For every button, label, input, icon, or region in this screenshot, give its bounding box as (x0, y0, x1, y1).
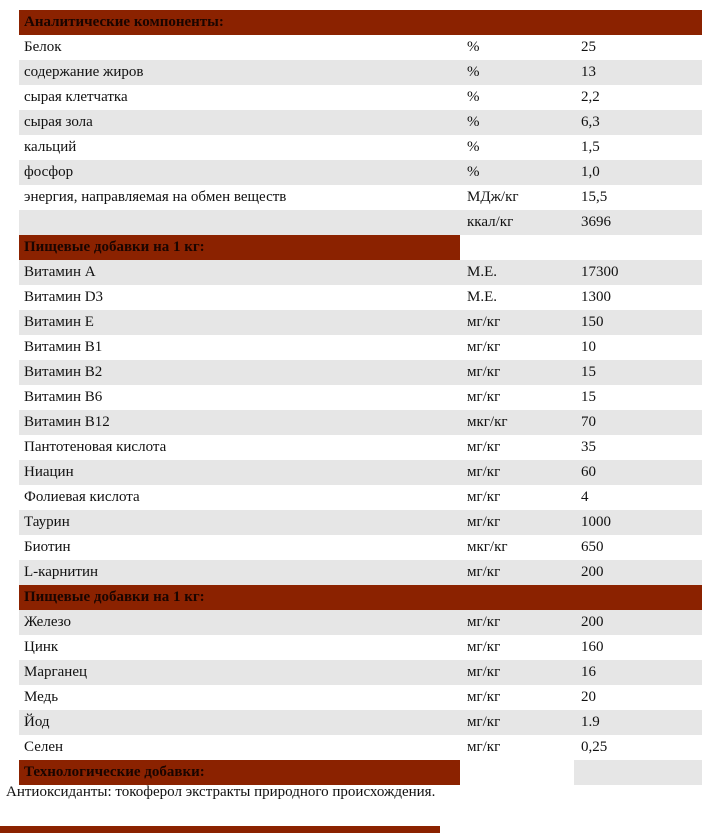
unit-cell: М.Е. (467, 264, 497, 280)
table-row (19, 360, 702, 385)
unit-cell: мг/кг (467, 564, 501, 580)
value-cell: 20 (581, 689, 596, 705)
unit-cell: мг/кг (467, 689, 501, 705)
unit-cell: % (467, 89, 480, 105)
value-cell: 200 (581, 614, 604, 630)
table-row (19, 560, 702, 585)
table-row (19, 485, 702, 510)
value-cell: 10 (581, 339, 596, 355)
unit-cell: мг/кг (467, 464, 501, 480)
table-row (19, 310, 702, 335)
table-row (19, 285, 702, 310)
section-title: Технологические добавки: (19, 760, 460, 785)
nutrient-name: Витамин В1 (24, 339, 103, 355)
table-row (19, 385, 702, 410)
value-cell: 650 (581, 539, 604, 555)
value-cell: 16 (581, 664, 596, 680)
unit-cell: мкг/кг (467, 539, 508, 555)
section-title: Пищевые добавки на 1 кг: (19, 585, 702, 610)
table-row (19, 635, 702, 660)
section-header-minerals (19, 585, 702, 610)
value-cell: 3696 (581, 214, 611, 230)
table-row (19, 135, 702, 160)
nutrient-name: Пантотеновая кислота (24, 439, 167, 455)
nutrient-name: Йод (24, 714, 50, 730)
table-row (19, 85, 702, 110)
section-header-vitamins (19, 235, 702, 260)
table-row (19, 610, 702, 635)
nutrient-name: Марганец (24, 664, 88, 680)
unit-cell: мг/кг (467, 614, 501, 630)
value-cell: 70 (581, 414, 596, 430)
table-row (19, 110, 702, 135)
nutrient-name: Витамин А (24, 264, 96, 280)
value-cell: 60 (581, 464, 596, 480)
table-row (19, 710, 702, 735)
nutrient-name: Витамин В6 (24, 389, 103, 405)
nutrient-name: Селен (24, 739, 64, 755)
unit-cell: мг/кг (467, 339, 501, 355)
value-cell: 1000 (581, 514, 611, 530)
nutrient-name: содержание жиров (24, 64, 144, 80)
nutrient-name: L-карнитин (24, 564, 99, 580)
unit-cell: % (467, 114, 480, 130)
section-title: Пищевые добавки на 1 кг: (19, 235, 460, 260)
nutrient-name: Витамин В2 (24, 364, 103, 380)
unit-cell: мг/кг (467, 664, 501, 680)
table-row (19, 660, 702, 685)
empty-cell (574, 760, 702, 785)
table-row (19, 160, 702, 185)
table-row (19, 210, 702, 235)
section-title: Аналитические компоненты: (19, 10, 702, 35)
nutrient-name: Фолиевая кислота (24, 489, 140, 505)
section-header-analytic (19, 10, 702, 35)
value-cell: 4 (581, 489, 589, 505)
unit-cell: М.Е. (467, 289, 497, 305)
unit-cell: мг/кг (467, 364, 501, 380)
unit-cell: % (467, 39, 480, 55)
nutrient-name: кальций (24, 139, 77, 155)
nutrient-name: Витамин D3 (24, 289, 104, 305)
unit-cell: % (467, 139, 480, 155)
value-cell: 1,5 (581, 139, 600, 155)
table-row (19, 35, 702, 60)
unit-cell: мкг/кг (467, 414, 508, 430)
table-row (19, 435, 702, 460)
section-header-technological (19, 760, 702, 785)
value-cell: 1,0 (581, 164, 600, 180)
table-row (19, 510, 702, 535)
table-row (19, 185, 702, 210)
unit-cell: ккал/кг (467, 214, 514, 230)
nutrient-name: Железо (24, 614, 71, 630)
value-cell: 1.9 (581, 714, 600, 730)
table-row (19, 60, 702, 85)
value-cell: 150 (581, 314, 604, 330)
unit-cell: % (467, 64, 480, 80)
unit-cell: МДж/кг (467, 189, 519, 205)
value-cell: 15,5 (581, 189, 608, 205)
nutrient-name: Таурин (24, 514, 70, 530)
value-cell: 200 (581, 564, 604, 580)
nutrient-name: Ниацин (24, 464, 74, 480)
section-header-bar (0, 826, 440, 833)
nutrient-name: Биотин (24, 539, 71, 555)
technological-note: Антиоксиданты: токоферол экстракты природного происхождения. (6, 784, 436, 800)
unit-cell: % (467, 164, 480, 180)
table-row (19, 535, 702, 560)
table-row (19, 685, 702, 710)
nutrient-name: сырая зола (24, 114, 93, 130)
value-cell: 2,2 (581, 89, 600, 105)
unit-cell: мг/кг (467, 714, 501, 730)
value-cell: 35 (581, 439, 596, 455)
nutrient-name: Цинк (24, 639, 59, 655)
table-row (19, 335, 702, 360)
value-cell: 0,25 (581, 739, 608, 755)
value-cell: 6,3 (581, 114, 600, 130)
nutrient-name: Белок (24, 39, 62, 55)
unit-cell: мг/кг (467, 314, 501, 330)
nutrient-name: Витамин Е (24, 314, 94, 330)
nutrient-name: фосфор (24, 164, 74, 180)
nutrient-name: энергия, направляемая на обмен веществ (24, 189, 287, 205)
value-cell: 160 (581, 639, 604, 655)
table-row (19, 735, 702, 760)
unit-cell: мг/кг (467, 514, 501, 530)
table-row (19, 260, 702, 285)
value-cell: 13 (581, 64, 596, 80)
value-cell: 25 (581, 39, 596, 55)
unit-cell: мг/кг (467, 489, 501, 505)
composition-table (19, 10, 702, 785)
table-row (19, 460, 702, 485)
table-row (19, 410, 702, 435)
nutrient-name: Медь (24, 689, 59, 705)
unit-cell: мг/кг (467, 439, 501, 455)
value-cell: 1300 (581, 289, 611, 305)
nutrient-name: сырая клетчатка (24, 89, 128, 105)
value-cell: 15 (581, 389, 596, 405)
unit-cell: мг/кг (467, 739, 501, 755)
value-cell: 15 (581, 364, 596, 380)
value-cell: 17300 (581, 264, 619, 280)
unit-cell: мг/кг (467, 639, 501, 655)
unit-cell: мг/кг (467, 389, 501, 405)
nutrient-name: Витамин В12 (24, 414, 110, 430)
